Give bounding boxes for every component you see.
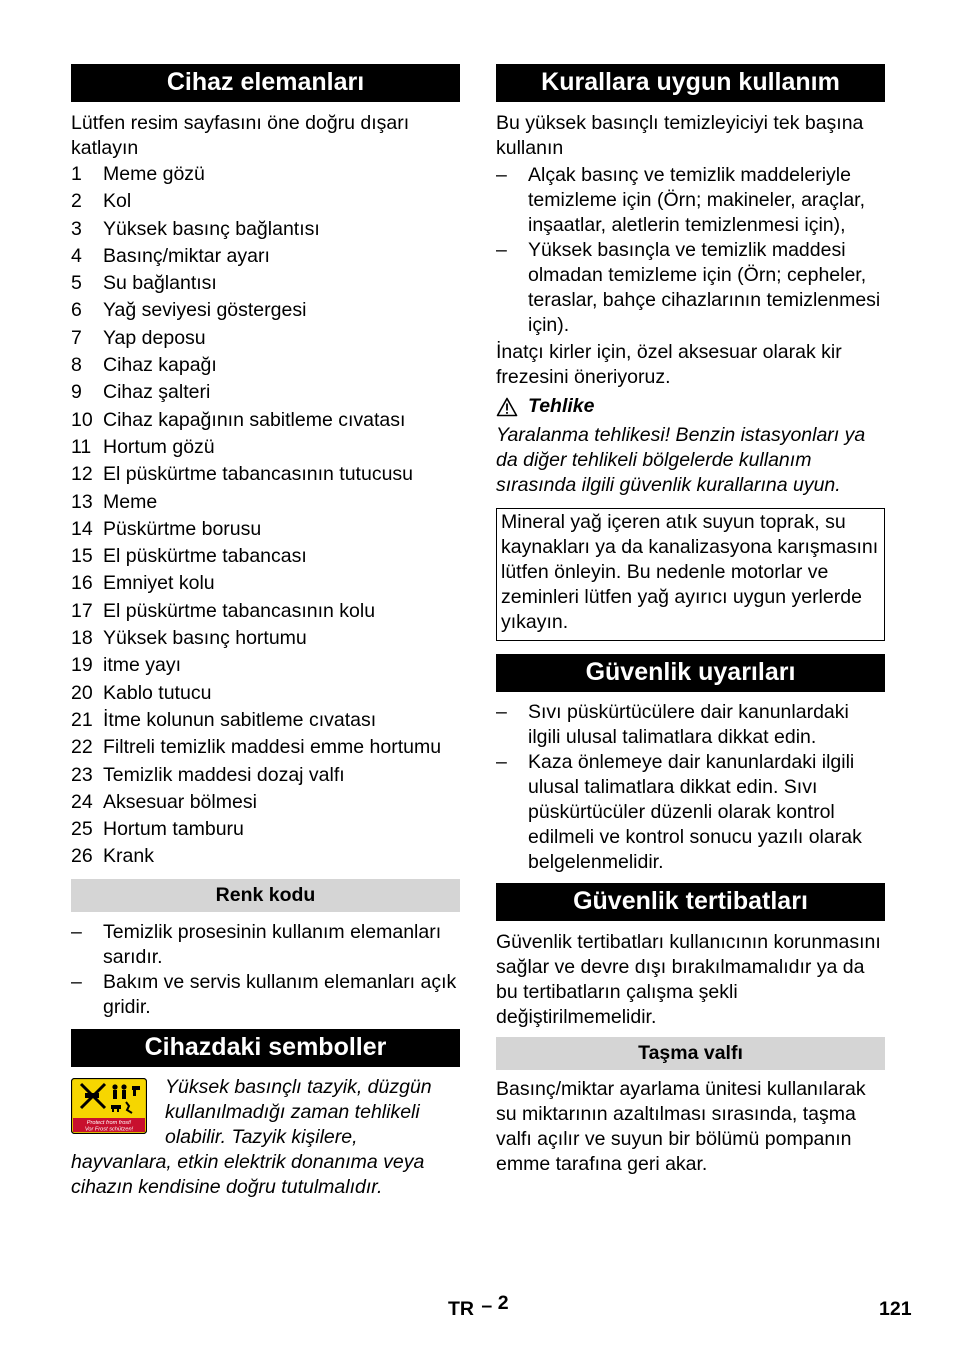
component-label: İtme kolunun sabitleme cıvatası [103, 708, 377, 731]
danger-text: Yaralanma tehlikesi! Benzin istasyonları ya da diğer tehlikeli bölgelerde kullanım sırasında ilgili güvenlik kurallarına uyun. [496, 424, 866, 496]
component-item [71, 352, 460, 379]
dash-bullet: – [496, 701, 507, 723]
color-code-item-text: Bakım ve servis kullanım elemanları açık gridir. [103, 970, 457, 1018]
component-label: Krank [103, 845, 154, 868]
components-heading: Cihaz elemanları [71, 64, 460, 102]
component-label: Hortum gözü [103, 435, 215, 458]
component-number: 15 [71, 545, 93, 568]
component-label: Hortum tamburu [103, 818, 244, 841]
component-number: 4 [71, 244, 82, 267]
dash-bullet: – [496, 164, 507, 186]
component-item [71, 216, 460, 243]
component-label: Basınç/miktar ayarı [103, 244, 270, 267]
component-label: Püskürtme borusu [103, 517, 262, 540]
component-label: Kablo tutucu [103, 681, 212, 704]
component-item [71, 543, 460, 570]
component-item [71, 652, 460, 679]
component-number: 25 [71, 818, 93, 841]
component-label: Yüksek basınç hortumu [103, 627, 307, 650]
intended-use-item-text: Alçak basınç ve temizlik maddeleriyle temizleme için (Örn; makineler, araçlar, inşaatlar, aletlerin temizlenmesi için), [528, 164, 866, 236]
safety-heading: Güvenlik uyarıları [496, 654, 885, 692]
footer-separator: – [481, 1295, 493, 1317]
component-item [71, 598, 460, 625]
intended-use-intro: Bu yüksek basınçlı temizleyiciyi tek başına kullanın [496, 112, 864, 159]
component-number: 13 [71, 490, 93, 513]
safety-item [496, 750, 885, 875]
safety-item-text: Sıvı püskürtücülere dair kanunlardaki ilgili ulusal talimatlara dikkat edin. [528, 701, 849, 748]
footer-lang-code: TR [448, 1298, 474, 1320]
component-label: Filtreli temizlik maddesi emme hortumu [103, 736, 442, 759]
warning-triangle-icon [496, 397, 518, 417]
component-number: 18 [71, 627, 93, 650]
symbols-heading: Cihazdaki semboller [71, 1029, 460, 1067]
intended-use-heading: Kurallara uygun kullanım [496, 64, 885, 102]
component-label: Kol [103, 190, 132, 213]
overflow-heading: Taşma valfı [496, 1037, 885, 1070]
component-item [71, 161, 460, 188]
dash-bullet: – [71, 970, 82, 993]
component-number: 12 [71, 463, 93, 486]
component-number: 21 [71, 708, 93, 731]
component-item [71, 243, 460, 270]
component-number: 9 [71, 381, 82, 404]
component-item [71, 570, 460, 597]
component-number: 17 [71, 599, 93, 622]
component-number: 11 [71, 435, 92, 458]
intended-use-item [496, 238, 885, 338]
safety-item [496, 700, 885, 750]
component-number: 10 [71, 408, 93, 431]
color-code-heading: Renk kodu [71, 879, 460, 912]
component-number: 16 [71, 572, 93, 595]
component-number: 7 [71, 326, 82, 349]
dash-bullet: – [71, 920, 82, 943]
safety-list [496, 700, 885, 875]
component-number: 6 [71, 299, 82, 322]
component-item [71, 325, 460, 352]
color-code-item [71, 920, 460, 970]
page-number: 121 [879, 1298, 912, 1320]
danger-label-row [496, 394, 885, 419]
components-list [71, 161, 460, 871]
component-label: Yüksek basınç bağlantısı [103, 217, 320, 240]
components-intro: Lütfen resim sayfasını öne doğru dışarı katlayın [71, 112, 410, 159]
component-item [71, 843, 460, 870]
component-item [71, 188, 460, 215]
component-item [71, 680, 460, 707]
component-number: 2 [71, 190, 82, 213]
component-number: 14 [71, 517, 93, 540]
component-item [71, 407, 460, 434]
component-label: Emniyet kolu [103, 572, 215, 595]
component-number: 26 [71, 845, 93, 868]
component-number: 5 [71, 272, 82, 295]
intended-use-item [496, 163, 885, 238]
component-item [71, 516, 460, 543]
component-item [71, 434, 460, 461]
component-item [71, 461, 460, 488]
intended-use-list [496, 163, 885, 338]
component-label: Meme gözü [103, 163, 205, 185]
dash-bullet: – [496, 239, 507, 261]
component-number: 3 [71, 217, 82, 240]
safety-item-text: Kaza önlemeye dair kanunlardaki ilgili ulusal talimatlara dikkat edin. Sıvı püskürtücüler düzenli olarak kontrol edilmeli ve kontrol sonucu yazılı olarak belgelenmelidir. [528, 751, 862, 873]
component-item [71, 379, 460, 406]
component-item [71, 816, 460, 843]
left-column [71, 64, 460, 1200]
component-label: Yağ seviyesi göstergesi [103, 299, 307, 322]
component-label: Cihaz kapağı [103, 354, 217, 377]
color-code-item-text: Temizlik prosesinin kullanım elemanları sarıdır. [103, 920, 442, 968]
boxed-note: Mineral yağ içeren atık suyun toprak, su kaynakları ya da kanalizasyona karışmasını lütfen önleyin. Bu nedenle motorlar ve zeminleri lütfen yağ ayırıcı uygun yerlerde yıkayın. [496, 508, 885, 641]
component-label: El püskürtme tabancası [103, 545, 307, 568]
component-label: Su bağlantısı [103, 272, 217, 295]
component-item [71, 762, 460, 789]
intended-use-item-text: Yüksek basınçla ve temizlik maddesi olmadan temizleme için (Örn; cepheler, teraslar, bahçe cihazlarının temizlenmesi için). [528, 239, 881, 336]
component-label: Meme [103, 490, 158, 513]
component-item [71, 270, 460, 297]
devices-text: Güvenlik tertibatları kullanıcının korunmasını sağlar ve devre dışı bırakılmamalıdır ya da bu tertibatların çalışma şekli değiştirilmemelidir. [496, 931, 881, 1028]
devices-heading: Güvenlik tertibatları [496, 883, 885, 921]
symbol-label-line2: Vor Frost schützen! [84, 1126, 134, 1133]
component-number: 20 [71, 681, 93, 704]
component-number: 1 [71, 163, 82, 185]
footer-lang [448, 1292, 509, 1321]
component-label: El püskürtme tabancasının tutucusu [103, 463, 414, 486]
component-number: 22 [71, 736, 93, 759]
component-number: 23 [71, 763, 93, 786]
component-label: itme yayı [103, 654, 182, 677]
overflow-text: Basınç/miktar ayarlama ünitesi kullanılarak su miktarının azaltılması sırasında, taşma valfı açılır ve suyun bir bölümü pompanın emme tarafına geri akar. [496, 1078, 866, 1175]
component-item [71, 297, 460, 324]
component-item [71, 707, 460, 734]
symbol-description: Yüksek basınçlı tazyik, düzgün kullanılmadığı zaman tehlikeli olabilir. Tazyik kişilere, hayvanlara, etkin elektrik donanıma veya cihazın kendisine doğru tutulmalıdır. [71, 1075, 432, 1198]
component-label: Aksesuar bölmesi [103, 790, 257, 813]
component-label: Yap deposu [103, 326, 206, 349]
dash-bullet: – [496, 751, 507, 773]
right-column [496, 64, 885, 1177]
color-code-item [71, 970, 460, 1020]
high-pressure-warning-symbol [71, 1078, 147, 1134]
footer-subpage: 2 [497, 1292, 509, 1314]
danger-label: Tehlike [528, 395, 595, 417]
component-label: Cihaz kapağının sabitleme cıvatası [103, 408, 406, 431]
component-item [71, 789, 460, 816]
symbol-label-line1: Protect from frost! [86, 1119, 132, 1126]
component-label: El püskürtme tabancasının kolu [103, 599, 376, 622]
component-number: 8 [71, 354, 82, 377]
component-label: Cihaz şalteri [103, 381, 211, 404]
component-item [71, 489, 460, 516]
component-item [71, 625, 460, 652]
component-label: Temizlik maddesi dozaj valfı [103, 763, 345, 786]
color-code-list [71, 920, 460, 1020]
component-number: 24 [71, 790, 93, 813]
symbol-section [71, 1075, 460, 1200]
component-number: 19 [71, 654, 93, 677]
component-item [71, 734, 460, 761]
intended-use-note: İnatçı kirler için, özel aksesuar olarak kir frezesini öneriyoruz. [496, 341, 842, 388]
